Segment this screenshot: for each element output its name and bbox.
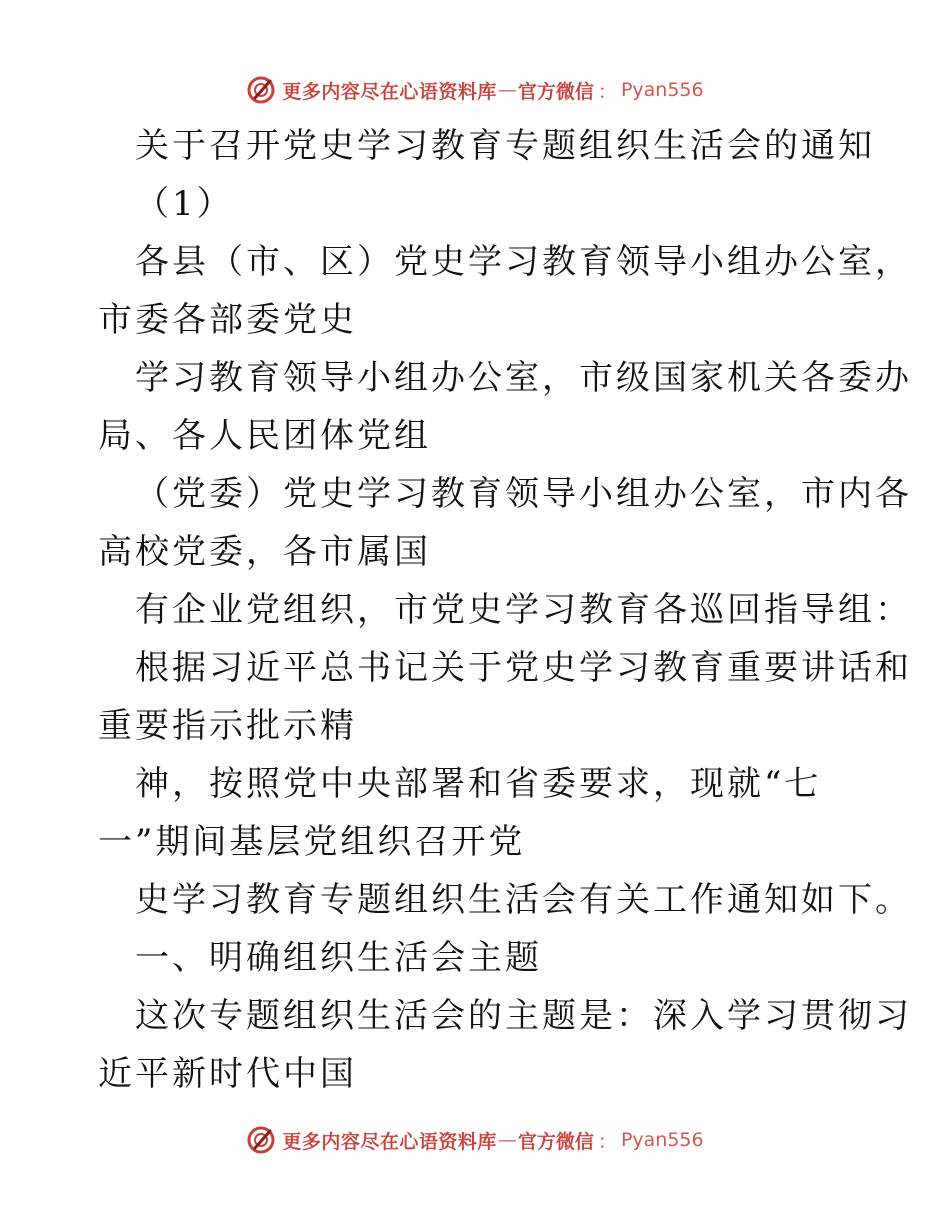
section-heading: 一、明确组织生活会主题 (135, 938, 542, 978)
brush-logo-icon (246, 1125, 276, 1155)
watermark-wechat-id: Pyan556 (620, 79, 704, 101)
paragraph-line: 史学习教育专题组织生活会有关工作通知如下。 (135, 880, 912, 920)
brush-logo-icon (246, 75, 276, 105)
paragraph-line: 各县（市、区）党史学习教育领导小组办公室， (135, 242, 912, 282)
paragraph-line: 一”期间基层党组织召开党 (98, 822, 526, 862)
document-title: 关于召开党史学习教育专题组织生活会的通知 (135, 126, 875, 166)
watermark-separator: — (497, 1129, 517, 1151)
watermark-colon: ： (597, 80, 617, 103)
watermark-separator: — (497, 79, 517, 101)
watermark-colon: ： (597, 1130, 617, 1153)
paragraph-line: 市委各部委党史 (98, 300, 357, 340)
paragraph-line: 有企业党组织，市党史学习教育各巡回指导组： (135, 590, 912, 630)
paragraph-line: （党委）党史学习教育领导小组办公室，市内各 (135, 474, 912, 514)
watermark-wechat-id: Pyan556 (620, 1129, 704, 1151)
watermark-header (0, 70, 950, 110)
paragraph-line: 局、各人民团体党组 (98, 416, 431, 456)
paragraph-line: 这次专题组织生活会的主题是：深入学习贯彻习 (135, 996, 912, 1036)
watermark-label: 官方微信 (517, 1130, 594, 1153)
watermark-label: 官方微信 (517, 80, 594, 103)
watermark-footer (0, 1120, 950, 1160)
paragraph-line: 神，按照党中央部署和省委要求，现就“七 (135, 764, 822, 804)
paragraph-line: 高校党委，各市属国 (98, 532, 431, 572)
watermark-site-text: 更多内容尽在心语资料库 (282, 1130, 497, 1153)
document-title-number: （1） (135, 184, 234, 224)
watermark-site-text: 更多内容尽在心语资料库 (282, 80, 497, 103)
paragraph-line: 重要指示批示精 (98, 706, 357, 746)
paragraph-line: 学习教育领导小组办公室，市级国家机关各委办 (135, 358, 912, 398)
paragraph-line: 近平新时代中国 (98, 1054, 357, 1094)
paragraph-line: 根据习近平总书记关于党史学习教育重要讲话和 (135, 648, 912, 688)
